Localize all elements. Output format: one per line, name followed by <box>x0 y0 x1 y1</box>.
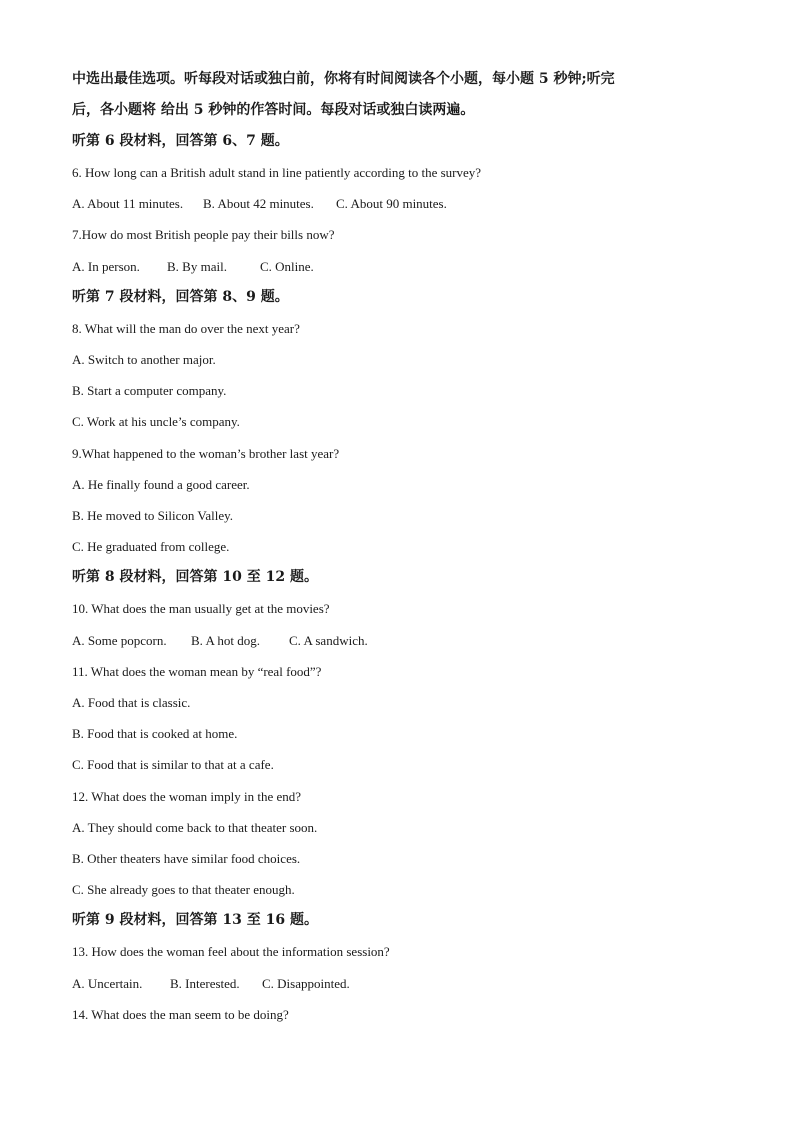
option-a: A. He finally found a good career. <box>72 476 250 492</box>
question-text: 11. What does the woman mean by “real food”? <box>72 663 322 679</box>
question-text: 10. What does the man usually get at the movies? <box>72 601 330 617</box>
section-heading: 听第 9 段材料，回答第 13 至 16 题。 <box>72 912 318 929</box>
option-a: A. Some popcorn. <box>72 632 167 648</box>
option-a: A. About 11 minutes. <box>72 196 184 212</box>
option-c: C. Food that is similar to that at a cafe. <box>72 757 274 773</box>
question-text: 12. What does the woman imply in the end? <box>72 788 302 804</box>
options-row <box>72 625 732 656</box>
option-a: A. Switch to another major. <box>72 352 216 368</box>
option-c: C. Work at his uncle’s company. <box>72 414 240 430</box>
option-c: C. About 90 minutes. <box>336 196 447 212</box>
option-c: C. A sandwich. <box>289 632 368 648</box>
options-row <box>72 968 732 999</box>
option-b: B. A hot dog. <box>191 632 260 648</box>
document-page <box>72 64 732 1030</box>
question-text: 13. How does the woman feel about the information session? <box>72 944 390 960</box>
option-b: B. By mail. <box>167 258 227 274</box>
intro-line-1: 中选出最佳选项。听每段对话或独白前，你将有时间阅读各个小题，每小题 5 秒钟;听完 <box>72 71 615 87</box>
option-b: B. Food that is cooked at home. <box>72 726 238 742</box>
question-text: 8. What will the man do over the next year? <box>72 320 300 336</box>
question-text: 9.What happened to the woman’s brother last year? <box>72 445 340 461</box>
options-row <box>72 188 732 219</box>
option-a: A. In person. <box>72 258 140 274</box>
question-text: 7.How do most British people pay their bills now? <box>72 227 335 243</box>
option-c: C. Online. <box>260 258 314 274</box>
section-heading: 听第 8 段材料，回答第 10 至 12 题。 <box>72 569 318 586</box>
question-text: 6. How long can a British adult stand in line patiently according to the survey? <box>72 165 482 180</box>
option-a: A. Uncertain. <box>72 975 143 991</box>
section-heading: 听第 6 段材料，回答第 6、7 题。 <box>72 133 289 149</box>
option-b: B. He moved to Silicon Valley. <box>72 508 234 524</box>
options-row <box>72 251 732 282</box>
section-heading: 听第 7 段材料，回答第 8、9 题。 <box>72 288 289 305</box>
option-a: A. Food that is classic. <box>72 695 191 711</box>
option-c: C. She already goes to that theater enough. <box>72 882 295 898</box>
option-c: C. He graduated from college. <box>72 539 230 555</box>
option-b: B. About 42 minutes. <box>203 196 314 212</box>
option-c: C. Disappointed. <box>262 975 350 991</box>
option-b: B. Interested. <box>170 975 240 991</box>
question-text: 14. What does the man seem to be doing? <box>72 1006 289 1022</box>
intro-line-2: 后，各小题将 给出 5 秒钟的作答时间。每段对话或独白读两遍。 <box>72 102 475 118</box>
option-b: B. Start a computer company. <box>72 383 227 399</box>
option-b: B. Other theaters have similar food choices. <box>72 851 301 867</box>
option-a: A. They should come back to that theater soon. <box>72 819 318 835</box>
